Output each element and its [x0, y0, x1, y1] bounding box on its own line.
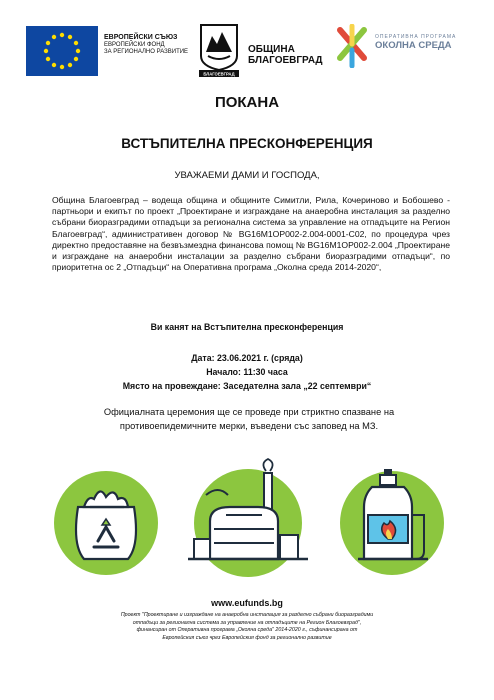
- event-date: Дата: 23.06.2021 г. (сряда): [191, 353, 303, 363]
- eu-flag-icon: [26, 26, 98, 76]
- illustration-graphic: [28, 455, 468, 585]
- municipality-line1: ОБЩИНА: [248, 44, 295, 55]
- operational-programme-caption: [375, 34, 485, 51]
- municipality-badge-text: БЛАГОЕВГРАД: [203, 71, 235, 77]
- page-title: ПОКАНА: [214, 94, 280, 111]
- eu-fund-caption: [104, 34, 204, 57]
- eufunds-url[interactable]: www.eufunds.bg: [211, 598, 283, 608]
- eu-regional-label: ЗА РЕГИОНАЛНО РАЗВИТИЕ: [104, 49, 189, 55]
- event-time: Начало: 11:30 часа: [206, 367, 288, 377]
- operational-programme-logo-icon: [332, 24, 372, 68]
- recycling-bag-icon: [54, 471, 158, 575]
- body-paragraph: [52, 195, 450, 273]
- illustration-row: [28, 455, 468, 585]
- municipality-line2: БЛАГОЕВГРАД: [248, 55, 323, 66]
- op-small-label: ОПЕРАТИВНА ПРОГРАМА: [375, 34, 457, 40]
- ceremony-note: Официалната церемония ще се проведе при стриктно спазване на противоепидемичните мерки, въведени със заповед на МЗ.: [103, 407, 395, 431]
- event-details: [0, 351, 494, 393]
- footer-disclaimer: Проект "Проектиране и изграждане на анаеробна инсталация за разделно събрани биоразградими отпадъци за регионална система за управление на отпадъците на Регион Благоевград", финансиран от Оперативна програма „Околна среда" 2014-2020 г., съфинансирана от Европейския съюз чрез Европейския фонд за регионално развитие: [120, 612, 374, 641]
- municipality-name: [248, 44, 323, 66]
- eu-fund-label: ЕВРОПЕЙСКИ ФОНД: [104, 41, 165, 48]
- event-place: Място на провеждане: Заседателна зала „22 септември“: [122, 381, 372, 391]
- eu-union-label: ЕВРОПЕЙСКИ СЪЮЗ: [104, 34, 178, 41]
- invitation-line: Ви канят на Встъпителна пресконференция: [150, 322, 344, 332]
- page-subtitle: ВСТЪПИТЕЛНА ПРЕСКОНФЕРЕНЦИЯ: [121, 136, 373, 151]
- body-paragraph-text: Община Благоевград – водеща община и общините Симитли, Рила, Кочериново и Бобошево - партньори и екипът по проект „Проектиране и изграждане на анаеробна инсталация за разделно събрани биоразградими отпадъци за регионална система за управление на отпадъците на Регион Благоевград“, административен договор № BG16M1OP002-2.004-0001-C02, по процедура чрез директно предоставяне на безвъзмездна финансова помощ № BG16M1OP002-2.004 „Проектиране и изграждане на анаеробни инсталации за разделно събрани биоразградими отпадъци“, по приоритетна ос 2 „Отпадъци“ на Оперативна програма „Околна среда 2014-2020“,: [52, 195, 450, 273]
- municipality-crest-icon: [198, 22, 240, 78]
- op-big-label: ОКОЛНА СРЕДА: [375, 40, 452, 51]
- biogas-plant-icon: [188, 459, 308, 577]
- logo-header: [0, 22, 494, 82]
- greeting: УВАЖАЕМИ ДАМИ И ГОСПОДА,: [174, 170, 320, 181]
- gas-cylinder-icon: [340, 469, 444, 575]
